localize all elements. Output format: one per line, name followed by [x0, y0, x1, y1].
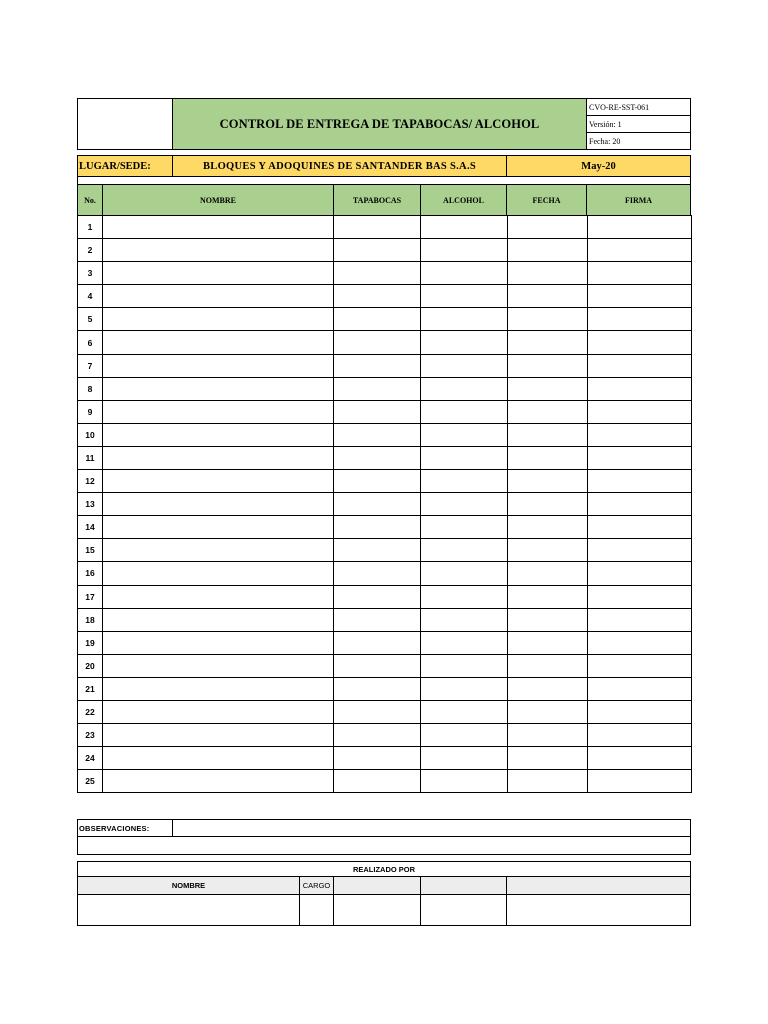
table-row: [78, 400, 692, 423]
row-number: 19: [78, 631, 103, 654]
firma-cell[interactable]: [588, 631, 692, 654]
row-number: 15: [78, 539, 103, 562]
tapabocas-cell[interactable]: [334, 285, 421, 308]
table-row: [78, 354, 692, 377]
table-row: [78, 377, 692, 400]
row-number: 23: [78, 724, 103, 747]
fecha-cell[interactable]: [508, 400, 588, 423]
fecha-cell[interactable]: [508, 654, 588, 677]
row-number: 1: [78, 216, 103, 239]
realizado-field-3[interactable]: [333, 894, 421, 926]
row-number: 14: [78, 516, 103, 539]
table-row: [78, 747, 692, 770]
realizado-name-label: NOMBRE: [77, 876, 300, 895]
tapabocas-cell[interactable]: [334, 585, 421, 608]
nombre-cell[interactable]: [103, 562, 334, 585]
fecha-cell[interactable]: [508, 608, 588, 631]
firma-cell[interactable]: [588, 377, 692, 400]
fecha-cell[interactable]: [508, 516, 588, 539]
alcohol-cell[interactable]: [421, 585, 508, 608]
col-header-firma: FIRMA: [586, 184, 691, 216]
nombre-cell[interactable]: [103, 516, 334, 539]
row-number: 7: [78, 354, 103, 377]
alcohol-cell[interactable]: [421, 562, 508, 585]
tapabocas-cell[interactable]: [334, 770, 421, 793]
alcohol-cell[interactable]: [421, 239, 508, 262]
table-row: [78, 493, 692, 516]
nombre-cell[interactable]: [103, 354, 334, 377]
fecha-cell[interactable]: [508, 216, 588, 239]
firma-cell[interactable]: [588, 400, 692, 423]
row-number: 21: [78, 677, 103, 700]
table-row: [78, 285, 692, 308]
location-company: BLOQUES Y ADOQUINES DE SANTANDER BAS S.A.S: [172, 155, 507, 177]
fecha-cell[interactable]: [508, 331, 588, 354]
nombre-cell[interactable]: [103, 423, 334, 446]
firma-cell[interactable]: [588, 654, 692, 677]
row-number: 4: [78, 285, 103, 308]
alcohol-cell[interactable]: [421, 700, 508, 723]
row-number: 2: [78, 239, 103, 262]
firma-cell[interactable]: [588, 331, 692, 354]
row-number: 17: [78, 585, 103, 608]
fecha-cell[interactable]: [508, 308, 588, 331]
form-version: Versión: 1: [586, 115, 691, 133]
fecha-cell[interactable]: [508, 585, 588, 608]
alcohol-cell[interactable]: [421, 724, 508, 747]
firma-cell[interactable]: [588, 539, 692, 562]
fecha-cell[interactable]: [508, 262, 588, 285]
row-number: 24: [78, 747, 103, 770]
alcohol-cell[interactable]: [421, 331, 508, 354]
nombre-cell[interactable]: [103, 539, 334, 562]
fecha-cell[interactable]: [508, 700, 588, 723]
col-header-nombre: NOMBRE: [102, 184, 334, 216]
tapabocas-cell[interactable]: [334, 308, 421, 331]
nombre-cell[interactable]: [103, 216, 334, 239]
alcohol-cell[interactable]: [421, 631, 508, 654]
table-row: [78, 239, 692, 262]
col-header-no: No.: [77, 184, 103, 216]
realizado-header-cell-5: [506, 876, 691, 895]
nombre-cell[interactable]: [103, 262, 334, 285]
alcohol-cell[interactable]: [421, 285, 508, 308]
realizado-header-cell-4: [420, 876, 507, 895]
alcohol-cell[interactable]: [421, 677, 508, 700]
form-title: CONTROL DE ENTREGA DE TAPABOCAS/ ALCOHOL: [172, 98, 587, 150]
alcohol-cell[interactable]: [421, 608, 508, 631]
realizado-cargo-label: CARGO: [299, 876, 334, 895]
alcohol-cell[interactable]: [421, 216, 508, 239]
alcohol-cell[interactable]: [421, 308, 508, 331]
alcohol-cell[interactable]: [421, 770, 508, 793]
nombre-cell[interactable]: [103, 239, 334, 262]
tapabocas-cell[interactable]: [334, 493, 421, 516]
realizado-field-4[interactable]: [420, 894, 507, 926]
row-number: 5: [78, 308, 103, 331]
alcohol-cell[interactable]: [421, 539, 508, 562]
tapabocas-cell[interactable]: [334, 239, 421, 262]
nombre-cell[interactable]: [103, 331, 334, 354]
tapabocas-cell[interactable]: [334, 377, 421, 400]
nombre-cell[interactable]: [103, 470, 334, 493]
firma-cell[interactable]: [588, 608, 692, 631]
fecha-cell[interactable]: [508, 724, 588, 747]
firma-cell[interactable]: [588, 516, 692, 539]
firma-cell[interactable]: [588, 677, 692, 700]
table-row: [78, 654, 692, 677]
col-header-alcohol: ALCOHOL: [420, 184, 507, 216]
firma-cell[interactable]: [588, 354, 692, 377]
fecha-cell[interactable]: [508, 377, 588, 400]
realizado-name-field[interactable]: [77, 894, 300, 926]
table-row: [78, 700, 692, 723]
table-row: [78, 262, 692, 285]
row-number: 12: [78, 470, 103, 493]
firma-cell[interactable]: [588, 308, 692, 331]
alcohol-cell[interactable]: [421, 516, 508, 539]
tapabocas-cell[interactable]: [334, 677, 421, 700]
nombre-cell[interactable]: [103, 700, 334, 723]
firma-cell[interactable]: [588, 446, 692, 469]
nombre-cell[interactable]: [103, 400, 334, 423]
tapabocas-cell[interactable]: [334, 354, 421, 377]
firma-cell[interactable]: [588, 216, 692, 239]
alcohol-cell[interactable]: [421, 470, 508, 493]
tapabocas-cell[interactable]: [334, 747, 421, 770]
tapabocas-cell[interactable]: [334, 608, 421, 631]
fecha-cell[interactable]: [508, 470, 588, 493]
tapabocas-cell[interactable]: [334, 470, 421, 493]
alcohol-cell[interactable]: [421, 654, 508, 677]
fecha-cell[interactable]: [508, 770, 588, 793]
firma-cell[interactable]: [588, 239, 692, 262]
realizado-cargo-field[interactable]: [299, 894, 334, 926]
observations-field-line2[interactable]: [77, 836, 691, 855]
row-number: 18: [78, 608, 103, 631]
fecha-cell[interactable]: [508, 354, 588, 377]
logo-box: [77, 98, 173, 150]
delivery-table: [77, 215, 692, 793]
table-row: [78, 631, 692, 654]
firma-cell[interactable]: [588, 770, 692, 793]
realizado-title: REALIZADO POR: [77, 861, 691, 877]
table-row: [78, 724, 692, 747]
tapabocas-cell[interactable]: [334, 700, 421, 723]
nombre-cell[interactable]: [103, 608, 334, 631]
nombre-cell[interactable]: [103, 724, 334, 747]
nombre-cell[interactable]: [103, 585, 334, 608]
firma-cell[interactable]: [588, 493, 692, 516]
fecha-cell[interactable]: [508, 446, 588, 469]
alcohol-cell[interactable]: [421, 262, 508, 285]
row-number: 10: [78, 423, 103, 446]
tapabocas-cell[interactable]: [334, 262, 421, 285]
form-date: Fecha: 20: [586, 132, 691, 150]
tapabocas-cell[interactable]: [334, 423, 421, 446]
table-row: [78, 539, 692, 562]
fecha-cell[interactable]: [508, 677, 588, 700]
observations-field[interactable]: [172, 819, 691, 837]
firma-cell[interactable]: [588, 700, 692, 723]
tapabocas-cell[interactable]: [334, 539, 421, 562]
location-period: May-20: [506, 155, 691, 177]
nombre-cell[interactable]: [103, 493, 334, 516]
nombre-cell[interactable]: [103, 377, 334, 400]
col-header-fecha: FECHA: [506, 184, 587, 216]
firma-cell[interactable]: [588, 423, 692, 446]
tapabocas-cell[interactable]: [334, 216, 421, 239]
firma-cell[interactable]: [588, 285, 692, 308]
table-row: [78, 446, 692, 469]
firma-cell[interactable]: [588, 470, 692, 493]
row-number: 3: [78, 262, 103, 285]
nombre-cell[interactable]: [103, 747, 334, 770]
firma-cell[interactable]: [588, 724, 692, 747]
firma-cell[interactable]: [588, 585, 692, 608]
table-row: [78, 331, 692, 354]
row-number: 9: [78, 400, 103, 423]
fecha-cell[interactable]: [508, 493, 588, 516]
location-label: LUGAR/SEDE:: [77, 155, 173, 177]
fecha-cell[interactable]: [508, 539, 588, 562]
alcohol-cell[interactable]: [421, 747, 508, 770]
table-row: [78, 516, 692, 539]
nombre-cell[interactable]: [103, 654, 334, 677]
alcohol-cell[interactable]: [421, 400, 508, 423]
tapabocas-cell[interactable]: [334, 724, 421, 747]
row-number: 13: [78, 493, 103, 516]
fecha-cell[interactable]: [508, 423, 588, 446]
nombre-cell[interactable]: [103, 308, 334, 331]
firma-cell[interactable]: [588, 262, 692, 285]
observations-label: OBSERVACIONES:: [77, 819, 173, 837]
table-row: [78, 308, 692, 331]
tapabocas-cell[interactable]: [334, 446, 421, 469]
table-row: [78, 470, 692, 493]
alcohol-cell[interactable]: [421, 354, 508, 377]
fecha-cell[interactable]: [508, 239, 588, 262]
tapabocas-cell[interactable]: [334, 654, 421, 677]
form-code: CVO-RE-SST-061: [586, 98, 691, 116]
row-number: 11: [78, 446, 103, 469]
table-row: [78, 770, 692, 793]
firma-cell[interactable]: [588, 562, 692, 585]
fecha-cell[interactable]: [508, 285, 588, 308]
table-row: [78, 562, 692, 585]
table-row: [78, 423, 692, 446]
nombre-cell[interactable]: [103, 285, 334, 308]
row-number: 8: [78, 377, 103, 400]
table-row: [78, 608, 692, 631]
tapabocas-cell[interactable]: [334, 516, 421, 539]
row-number: 6: [78, 331, 103, 354]
fecha-cell[interactable]: [508, 631, 588, 654]
alcohol-cell[interactable]: [421, 423, 508, 446]
table-row: [78, 677, 692, 700]
row-number: 16: [78, 562, 103, 585]
nombre-cell[interactable]: [103, 631, 334, 654]
tapabocas-cell[interactable]: [334, 331, 421, 354]
realizado-field-5[interactable]: [506, 894, 691, 926]
tapabocas-cell[interactable]: [334, 562, 421, 585]
firma-cell[interactable]: [588, 747, 692, 770]
alcohol-cell[interactable]: [421, 377, 508, 400]
nombre-cell[interactable]: [103, 677, 334, 700]
alcohol-cell[interactable]: [421, 493, 508, 516]
tapabocas-cell[interactable]: [334, 400, 421, 423]
tapabocas-cell[interactable]: [334, 631, 421, 654]
fecha-cell[interactable]: [508, 562, 588, 585]
col-header-tapabocas: TAPABOCAS: [333, 184, 421, 216]
fecha-cell[interactable]: [508, 747, 588, 770]
table-row: [78, 585, 692, 608]
realizado-header-cell-3: [333, 876, 421, 895]
row-number: 20: [78, 654, 103, 677]
nombre-cell[interactable]: [103, 770, 334, 793]
alcohol-cell[interactable]: [421, 446, 508, 469]
nombre-cell[interactable]: [103, 446, 334, 469]
table-row: [78, 216, 692, 239]
row-number: 25: [78, 770, 103, 793]
row-number: 22: [78, 700, 103, 723]
